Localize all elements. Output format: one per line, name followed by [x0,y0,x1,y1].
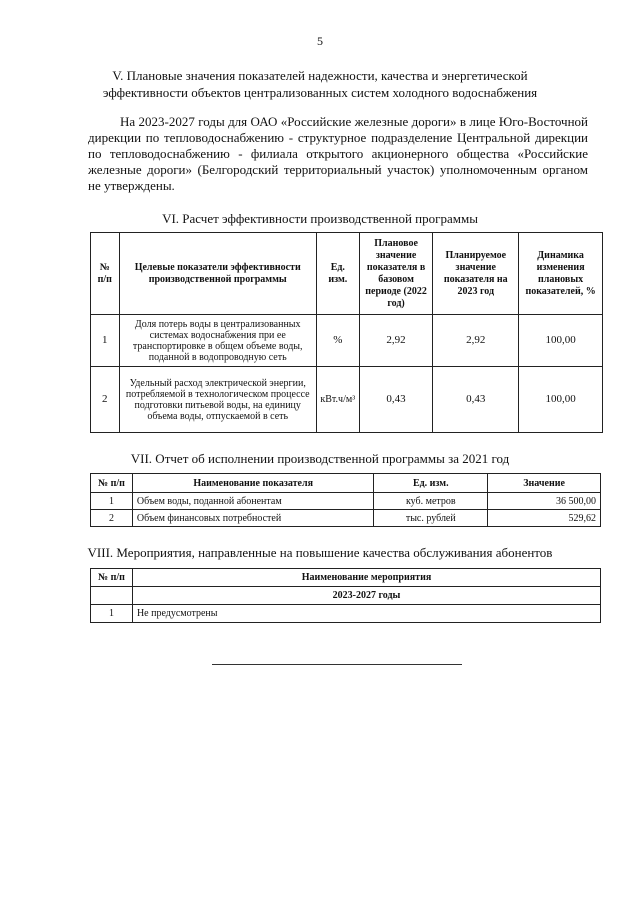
header-unit: Ед. изм. [374,474,488,493]
section-8-title: VIII. Мероприятия, направленные на повышение качества обслуживания абонентов [87,545,553,560]
period-row [91,587,601,605]
row-unit: куб. метров [374,493,488,510]
row-indicator: Доля потерь воды в централизованных системах водоснабжения при ее транспортировке в общем объеме воды, поданной в водопроводную сеть [119,315,316,367]
row-num: 2 [91,367,120,433]
row-num: 1 [91,493,133,510]
row-base-value: 0,43 [359,367,433,433]
row-value: 529,62 [488,510,601,527]
header-name: Наименование мероприятия [132,569,600,587]
header-indicator: Целевые показатели эффективности производственной программы [119,233,316,315]
row-unit: % [316,315,359,367]
measures-table [90,568,601,623]
header-num: № п/п [91,474,133,493]
row-dynamics: 100,00 [519,315,603,367]
row-unit: кВт.ч/м³ [316,367,359,433]
period-spacer-cell [91,587,133,605]
table-row [91,510,601,527]
efficiency-table-header-row [91,233,603,315]
row-name: Объем финансовых потребностей [132,510,373,527]
table-row [91,605,601,623]
row-dynamics: 100,00 [519,367,603,433]
report-table [90,473,601,527]
row-name: Не предусмотрены [132,605,600,623]
period-label: 2023-2027 годы [132,587,600,605]
row-base-value: 2,92 [359,315,433,367]
section-5-title-line2: эффективности объектов централизованных систем холодного водоснабжения [102,85,538,100]
row-value: 36 500,00 [488,493,601,510]
section-5-title-line1: V. Плановые значения показателей надежности, качества и энергетической [112,68,528,83]
section-7-title: VII. Отчет об исполнении производственной программы за 2021 год [130,451,510,466]
header-base-value: Плановое значение показателя в базовом периоде (2022 год) [359,233,433,315]
header-name: Наименование показателя [132,474,373,493]
row-plan-value: 2,92 [433,315,519,367]
row-num: 2 [91,510,133,527]
row-plan-value: 0,43 [433,367,519,433]
header-value: Значение [488,474,601,493]
row-num: 1 [91,315,120,367]
row-indicator: Удельный расход электрической энергии, потребляемой в технологическом процессе подготовки питьевой воды, на единицу объема воды, отпускаемой в сеть [119,367,316,433]
table-row [91,367,603,433]
header-num: № п/п [91,569,133,587]
header-num: № п/п [91,233,120,315]
report-table-header-row [91,474,601,493]
row-name: Объем воды, поданной абонентам [132,493,373,510]
table-row [91,493,601,510]
signature-divider [212,664,462,665]
row-num: 1 [91,605,133,623]
section-6-title: VI. Расчет эффективности производственной программы [162,211,478,226]
header-dynamics: Динамика изменения плановых показателей, % [519,233,603,315]
table-row [91,315,603,367]
header-unit: Ед. изм. [316,233,359,315]
section-5-paragraph: На 2023-2027 годы для ОАО «Российские железные дороги» в лице Юго-Восточной дирекции по тепловодоснабжению - структурное подразделение Центральной дирекции по тепловодоснабжению - филиала открытого акционерного общества «Российские железные дороги» (Белгородский территориальный участок) уполномоченным органом не утверждены. [88,114,588,193]
page-number: 5 [317,34,323,48]
measures-table-header-row [91,569,601,587]
header-plan-value: Планируемое значение показателя на 2023 год [433,233,519,315]
efficiency-table [90,232,603,433]
row-unit: тыс. рублей [374,510,488,527]
